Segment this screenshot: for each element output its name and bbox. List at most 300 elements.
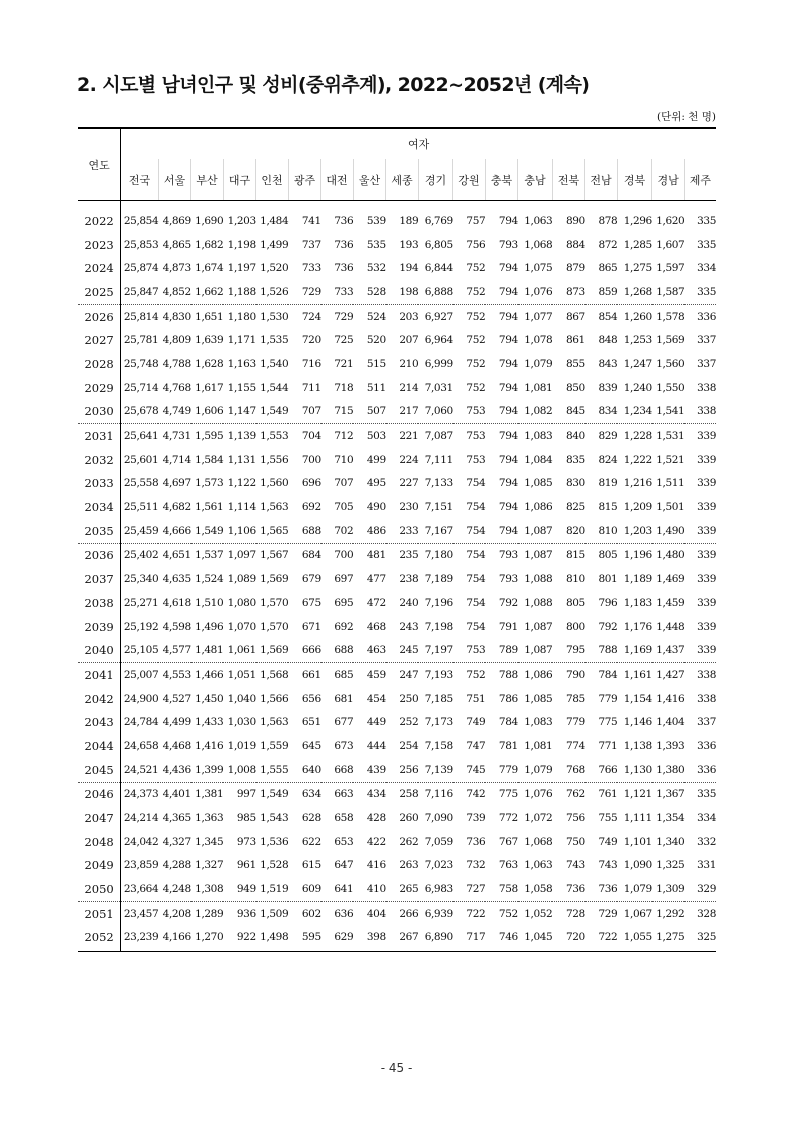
value-cell: 335 <box>697 788 716 801</box>
value-cell: 227 <box>399 477 419 490</box>
value-cell: 793 <box>498 573 518 586</box>
value-cell: 7,158 <box>424 739 453 752</box>
value-cell: 1,550 <box>656 381 685 394</box>
value-cell: 1,556 <box>260 453 289 466</box>
value-cell: 23,859 <box>123 859 159 872</box>
value-cell: 1,628 <box>195 357 224 370</box>
value-cell: 785 <box>565 692 585 705</box>
value-cell: 1,082 <box>518 400 553 424</box>
value-cell: 1,560 <box>656 357 685 370</box>
value-cell: 819 <box>598 477 618 490</box>
value-cell: 1,606 <box>191 400 224 424</box>
value-cell: 794 <box>498 477 518 490</box>
value-cell: 750 <box>565 835 585 848</box>
value-cell: 688 <box>321 638 354 662</box>
value-cell: 463 <box>353 638 386 662</box>
value-cell: 1,111 <box>623 812 652 825</box>
column-header: 제주 <box>684 159 716 201</box>
value-cell: 710 <box>334 453 354 466</box>
value-cell: 1,607 <box>656 238 685 251</box>
value-cell: 25,714 <box>123 381 159 394</box>
value-cell: 751 <box>466 692 486 705</box>
year-cell: 2022 <box>78 201 121 233</box>
table-row <box>78 782 716 806</box>
value-cell: 532 <box>366 262 386 275</box>
value-cell: 7,059 <box>424 835 453 848</box>
value-cell: 398 <box>353 926 386 952</box>
year-cell: 2031 <box>78 424 121 448</box>
value-cell: 6,999 <box>424 357 453 370</box>
table-body <box>78 201 716 952</box>
value-cell: 758 <box>485 877 518 901</box>
value-cell: 1,147 <box>223 400 256 424</box>
value-cell: 1,081 <box>524 381 553 394</box>
value-cell: 1,325 <box>656 859 685 872</box>
value-cell: 7,087 <box>424 430 453 443</box>
value-cell: 1,292 <box>656 907 685 920</box>
value-cell: 792 <box>598 620 618 633</box>
value-cell: 4,873 <box>162 262 191 275</box>
value-cell: 1,083 <box>524 430 553 443</box>
year-column-header: 연도 <box>78 128 121 201</box>
value-cell: 872 <box>598 238 618 251</box>
value-cell: 815 <box>565 549 585 562</box>
value-cell: 1,569 <box>260 573 289 586</box>
year-cell: 2047 <box>78 806 121 830</box>
value-cell: 4,682 <box>162 501 191 514</box>
value-cell: 722 <box>585 926 618 952</box>
table-row <box>78 854 716 878</box>
value-cell: 602 <box>301 907 321 920</box>
value-cell: 936 <box>236 907 256 920</box>
value-cell: 4,436 <box>158 758 191 782</box>
value-cell: 973 <box>236 835 256 848</box>
value-cell: 834 <box>585 400 618 424</box>
value-cell: 774 <box>565 739 585 752</box>
value-cell: 1,354 <box>656 812 685 825</box>
value-cell: 1,499 <box>260 238 289 251</box>
value-cell: 1,163 <box>227 357 256 370</box>
value-cell: 1,541 <box>652 400 685 424</box>
value-cell: 867 <box>565 310 585 323</box>
value-cell: 609 <box>288 877 321 901</box>
value-cell: 439 <box>353 758 386 782</box>
value-cell: 645 <box>301 739 321 752</box>
value-cell: 7,023 <box>424 859 453 872</box>
value-cell: 1,559 <box>260 739 289 752</box>
value-cell: 1,176 <box>623 620 652 633</box>
value-cell: 214 <box>399 381 419 394</box>
value-cell: 235 <box>399 549 419 562</box>
value-cell: 668 <box>321 758 354 782</box>
value-cell: 679 <box>301 573 321 586</box>
value-cell: 1,076 <box>518 280 553 304</box>
value-cell: 1,078 <box>524 334 553 347</box>
value-cell: 224 <box>399 453 419 466</box>
value-cell: 1,404 <box>656 716 685 729</box>
value-cell: 1,203 <box>617 519 652 543</box>
value-cell: 1,260 <box>623 310 652 323</box>
value-cell: 1,228 <box>623 430 652 443</box>
value-cell: 1,222 <box>623 453 652 466</box>
value-cell: 771 <box>598 739 618 752</box>
value-cell: 1,063 <box>524 214 553 227</box>
value-cell: 741 <box>301 214 321 227</box>
value-cell: 4,788 <box>162 357 191 370</box>
table-row <box>78 615 716 639</box>
value-cell: 472 <box>366 596 386 609</box>
value-cell: 736 <box>334 262 354 275</box>
column-header: 부산 <box>191 159 224 201</box>
value-cell: 850 <box>565 381 585 394</box>
value-cell: 779 <box>565 716 585 729</box>
value-cell: 720 <box>552 926 585 952</box>
value-cell: 1,051 <box>227 668 256 681</box>
value-cell: 194 <box>399 262 419 275</box>
value-cell: 7,180 <box>424 549 453 562</box>
value-cell: 4,651 <box>162 549 191 562</box>
table-row <box>78 806 716 830</box>
value-cell: 4,248 <box>158 877 191 901</box>
value-cell: 422 <box>366 835 386 848</box>
value-cell: 1,085 <box>524 692 553 705</box>
year-cell: 2048 <box>78 830 121 854</box>
value-cell: 1,198 <box>227 238 256 251</box>
value-cell: 801 <box>598 573 618 586</box>
value-cell: 1,569 <box>656 334 685 347</box>
value-cell: 1,363 <box>195 812 224 825</box>
value-cell: 752 <box>453 280 486 304</box>
value-cell: 4,830 <box>162 310 191 323</box>
value-cell: 742 <box>466 788 486 801</box>
value-cell: 490 <box>366 501 386 514</box>
value-cell: 1,528 <box>260 859 289 872</box>
value-cell: 339 <box>684 519 716 543</box>
value-cell: 1,131 <box>227 453 256 466</box>
value-cell: 1,543 <box>260 812 289 825</box>
value-cell: 721 <box>334 357 354 370</box>
value-cell: 1,597 <box>656 262 685 275</box>
value-cell: 25,601 <box>123 453 159 466</box>
table-row <box>78 376 716 400</box>
value-cell: 767 <box>498 835 518 848</box>
value-cell: 1,240 <box>623 381 652 394</box>
value-cell: 725 <box>334 334 354 347</box>
value-cell: 1,570 <box>260 620 289 633</box>
value-cell: 25,402 <box>123 549 159 562</box>
value-cell: 4,714 <box>162 453 191 466</box>
year-cell: 2050 <box>78 877 121 901</box>
table-row <box>78 256 716 280</box>
value-cell: 1,180 <box>227 310 256 323</box>
value-cell: 454 <box>366 692 386 705</box>
value-cell: 890 <box>565 214 585 227</box>
value-cell: 1,188 <box>223 280 256 304</box>
value-cell: 4,635 <box>162 573 191 586</box>
value-cell: 629 <box>321 926 354 952</box>
table-row <box>78 758 716 782</box>
value-cell: 499 <box>366 453 386 466</box>
value-cell: 794 <box>498 262 518 275</box>
value-cell: 1,524 <box>195 573 224 586</box>
table-row <box>78 591 716 615</box>
value-cell: 434 <box>366 788 386 801</box>
value-cell: 753 <box>453 638 486 662</box>
value-cell: 1,171 <box>227 334 256 347</box>
value-cell: 747 <box>466 739 486 752</box>
value-cell: 338 <box>697 381 716 394</box>
value-cell: 622 <box>301 835 321 848</box>
value-cell: 752 <box>466 381 486 394</box>
value-cell: 1,072 <box>524 812 553 825</box>
value-cell: 772 <box>498 812 518 825</box>
column-header: 전국 <box>121 159 159 201</box>
value-cell: 1,122 <box>227 477 256 490</box>
value-cell: 775 <box>598 716 618 729</box>
value-cell: 997 <box>236 788 256 801</box>
value-cell: 1,459 <box>656 596 685 609</box>
value-cell: 1,080 <box>227 596 256 609</box>
value-cell: 737 <box>301 238 321 251</box>
value-cell: 1,067 <box>623 907 652 920</box>
value-cell: 1,553 <box>260 430 289 443</box>
year-cell: 2045 <box>78 758 121 782</box>
value-cell: 653 <box>334 835 354 848</box>
year-cell: 2046 <box>78 782 121 806</box>
value-cell: 24,900 <box>123 692 159 705</box>
table-row <box>78 734 716 758</box>
value-cell: 25,511 <box>123 501 159 514</box>
value-cell: 784 <box>598 668 618 681</box>
value-cell: 1,085 <box>524 477 553 490</box>
value-cell: 1,480 <box>656 549 685 562</box>
value-cell: 515 <box>366 357 386 370</box>
value-cell: 641 <box>321 877 354 901</box>
value-cell: 752 <box>498 907 518 920</box>
value-cell: 1,682 <box>195 238 224 251</box>
value-cell: 1,089 <box>227 573 256 586</box>
value-cell: 1,285 <box>623 238 652 251</box>
table-row <box>78 830 716 854</box>
value-cell: 1,567 <box>260 549 289 562</box>
value-cell: 1,154 <box>623 692 652 705</box>
value-cell: 1,161 <box>623 668 652 681</box>
value-cell: 1,268 <box>617 280 652 304</box>
year-cell: 2028 <box>78 352 121 376</box>
value-cell: 761 <box>598 788 618 801</box>
value-cell: 718 <box>334 381 354 394</box>
value-cell: 792 <box>498 596 518 609</box>
value-cell: 732 <box>466 859 486 872</box>
value-cell: 1,595 <box>195 430 224 443</box>
value-cell: 1,469 <box>656 573 685 586</box>
value-cell: 4,577 <box>158 638 191 662</box>
value-cell: 743 <box>598 859 618 872</box>
value-cell: 4,553 <box>162 668 191 681</box>
value-cell: 1,308 <box>191 877 224 901</box>
value-cell: 1,084 <box>524 453 553 466</box>
value-cell: 1,573 <box>195 477 224 490</box>
value-cell: 325 <box>684 926 716 952</box>
value-cell: 535 <box>366 238 386 251</box>
value-cell: 495 <box>366 477 386 490</box>
value-cell: 1,520 <box>260 262 289 275</box>
value-cell: 752 <box>466 668 486 681</box>
value-cell: 707 <box>288 400 321 424</box>
value-cell: 337 <box>697 357 716 370</box>
value-cell: 1,183 <box>623 596 652 609</box>
value-cell: 24,042 <box>123 835 159 848</box>
value-cell: 794 <box>498 501 518 514</box>
value-cell: 7,197 <box>418 638 453 662</box>
value-cell: 820 <box>552 519 585 543</box>
value-cell: 4,327 <box>162 835 191 848</box>
value-cell: 766 <box>585 758 618 782</box>
value-cell: 733 <box>301 262 321 275</box>
value-cell: 1,040 <box>227 692 256 705</box>
value-cell: 658 <box>334 812 354 825</box>
value-cell: 4,499 <box>162 716 191 729</box>
value-cell: 754 <box>466 596 486 609</box>
page-number: - 45 - <box>380 1061 413 1075</box>
value-cell: 692 <box>334 620 354 633</box>
value-cell: 4,288 <box>162 859 191 872</box>
value-cell: 25,781 <box>123 334 159 347</box>
value-cell: 332 <box>697 835 716 848</box>
value-cell: 1,247 <box>623 357 652 370</box>
value-cell: 1,130 <box>617 758 652 782</box>
value-cell: 736 <box>466 835 486 848</box>
value-cell: 681 <box>334 692 354 705</box>
value-cell: 736 <box>334 214 354 227</box>
value-cell: 1,569 <box>256 638 289 662</box>
value-cell: 477 <box>366 573 386 586</box>
value-cell: 238 <box>399 573 419 586</box>
value-cell: 260 <box>399 812 419 825</box>
unit-label: (단위: 천 명) <box>657 111 716 123</box>
value-cell: 1,289 <box>195 907 224 920</box>
value-cell: 788 <box>585 638 618 662</box>
value-cell: 6,805 <box>424 238 453 251</box>
value-cell: 1,196 <box>623 549 652 562</box>
value-cell: 1,075 <box>524 262 553 275</box>
value-cell: 1,270 <box>191 926 224 952</box>
value-cell: 339 <box>697 573 716 586</box>
value-cell: 1,563 <box>260 501 289 514</box>
value-cell: 503 <box>366 430 386 443</box>
value-cell: 752 <box>466 310 486 323</box>
value-cell: 245 <box>386 638 419 662</box>
value-cell: 7,111 <box>424 453 453 466</box>
value-cell: 704 <box>301 430 321 443</box>
year-cell: 2037 <box>78 567 121 591</box>
value-cell: 794 <box>498 381 518 394</box>
value-cell: 736 <box>552 877 585 901</box>
population-table <box>78 127 716 952</box>
year-cell: 2027 <box>78 328 121 352</box>
column-header: 경기 <box>418 159 453 201</box>
value-cell: 835 <box>565 453 585 466</box>
value-cell: 651 <box>301 716 321 729</box>
value-cell: 7,133 <box>424 477 453 490</box>
value-cell: 1,296 <box>623 214 652 227</box>
value-cell: 692 <box>301 501 321 514</box>
value-cell: 207 <box>399 334 419 347</box>
column-header: 전북 <box>552 159 585 201</box>
value-cell: 1,433 <box>195 716 224 729</box>
value-cell: 416 <box>366 859 386 872</box>
value-cell: 25,854 <box>123 214 159 227</box>
value-cell: 754 <box>466 573 486 586</box>
value-cell: 1,662 <box>191 280 224 304</box>
value-cell: 753 <box>466 430 486 443</box>
table-row <box>78 901 716 925</box>
value-cell: 784 <box>498 716 518 729</box>
value-cell: 754 <box>466 620 486 633</box>
value-cell: 1,526 <box>256 280 289 304</box>
value-cell: 700 <box>301 453 321 466</box>
value-cell: 338 <box>684 400 716 424</box>
year-cell: 2051 <box>78 901 121 925</box>
value-cell: 4,166 <box>158 926 191 952</box>
value-cell: 684 <box>301 549 321 562</box>
value-cell: 1,380 <box>652 758 685 782</box>
value-cell: 6,888 <box>418 280 453 304</box>
value-cell: 729 <box>334 310 354 323</box>
value-cell: 334 <box>697 262 716 275</box>
value-cell: 794 <box>485 400 518 424</box>
year-cell: 2036 <box>78 543 121 567</box>
value-cell: 1,674 <box>195 262 224 275</box>
value-cell: 1,121 <box>623 788 652 801</box>
value-cell: 1,531 <box>656 430 685 443</box>
column-header: 충북 <box>485 159 518 201</box>
value-cell: 1,253 <box>623 334 652 347</box>
value-cell: 7,116 <box>424 788 453 801</box>
value-cell: 752 <box>466 357 486 370</box>
value-cell: 724 <box>301 310 321 323</box>
value-cell: 810 <box>565 573 585 586</box>
value-cell: 247 <box>399 668 419 681</box>
value-cell: 339 <box>697 477 716 490</box>
value-cell: 697 <box>334 573 354 586</box>
value-cell: 334 <box>697 812 716 825</box>
value-cell: 739 <box>466 812 486 825</box>
value-cell: 1,090 <box>623 859 652 872</box>
value-cell: 825 <box>565 501 585 514</box>
value-cell: 25,459 <box>121 519 159 543</box>
year-cell: 2044 <box>78 734 121 758</box>
value-cell: 636 <box>334 907 354 920</box>
value-cell: 728 <box>565 907 585 920</box>
value-cell: 790 <box>565 668 585 681</box>
value-cell: 786 <box>498 692 518 705</box>
value-cell: 729 <box>288 280 321 304</box>
value-cell: 736 <box>585 877 618 901</box>
value-cell: 339 <box>697 453 716 466</box>
value-cell: 1,068 <box>524 238 553 251</box>
value-cell: 1,045 <box>518 926 553 952</box>
value-cell: 486 <box>353 519 386 543</box>
year-cell: 2042 <box>78 687 121 711</box>
value-cell: 336 <box>697 739 716 752</box>
value-cell: 1,549 <box>256 400 289 424</box>
value-cell: 1,563 <box>260 716 289 729</box>
value-cell: 449 <box>366 716 386 729</box>
year-cell: 2049 <box>78 854 121 878</box>
value-cell: 793 <box>498 238 518 251</box>
value-cell: 716 <box>301 357 321 370</box>
